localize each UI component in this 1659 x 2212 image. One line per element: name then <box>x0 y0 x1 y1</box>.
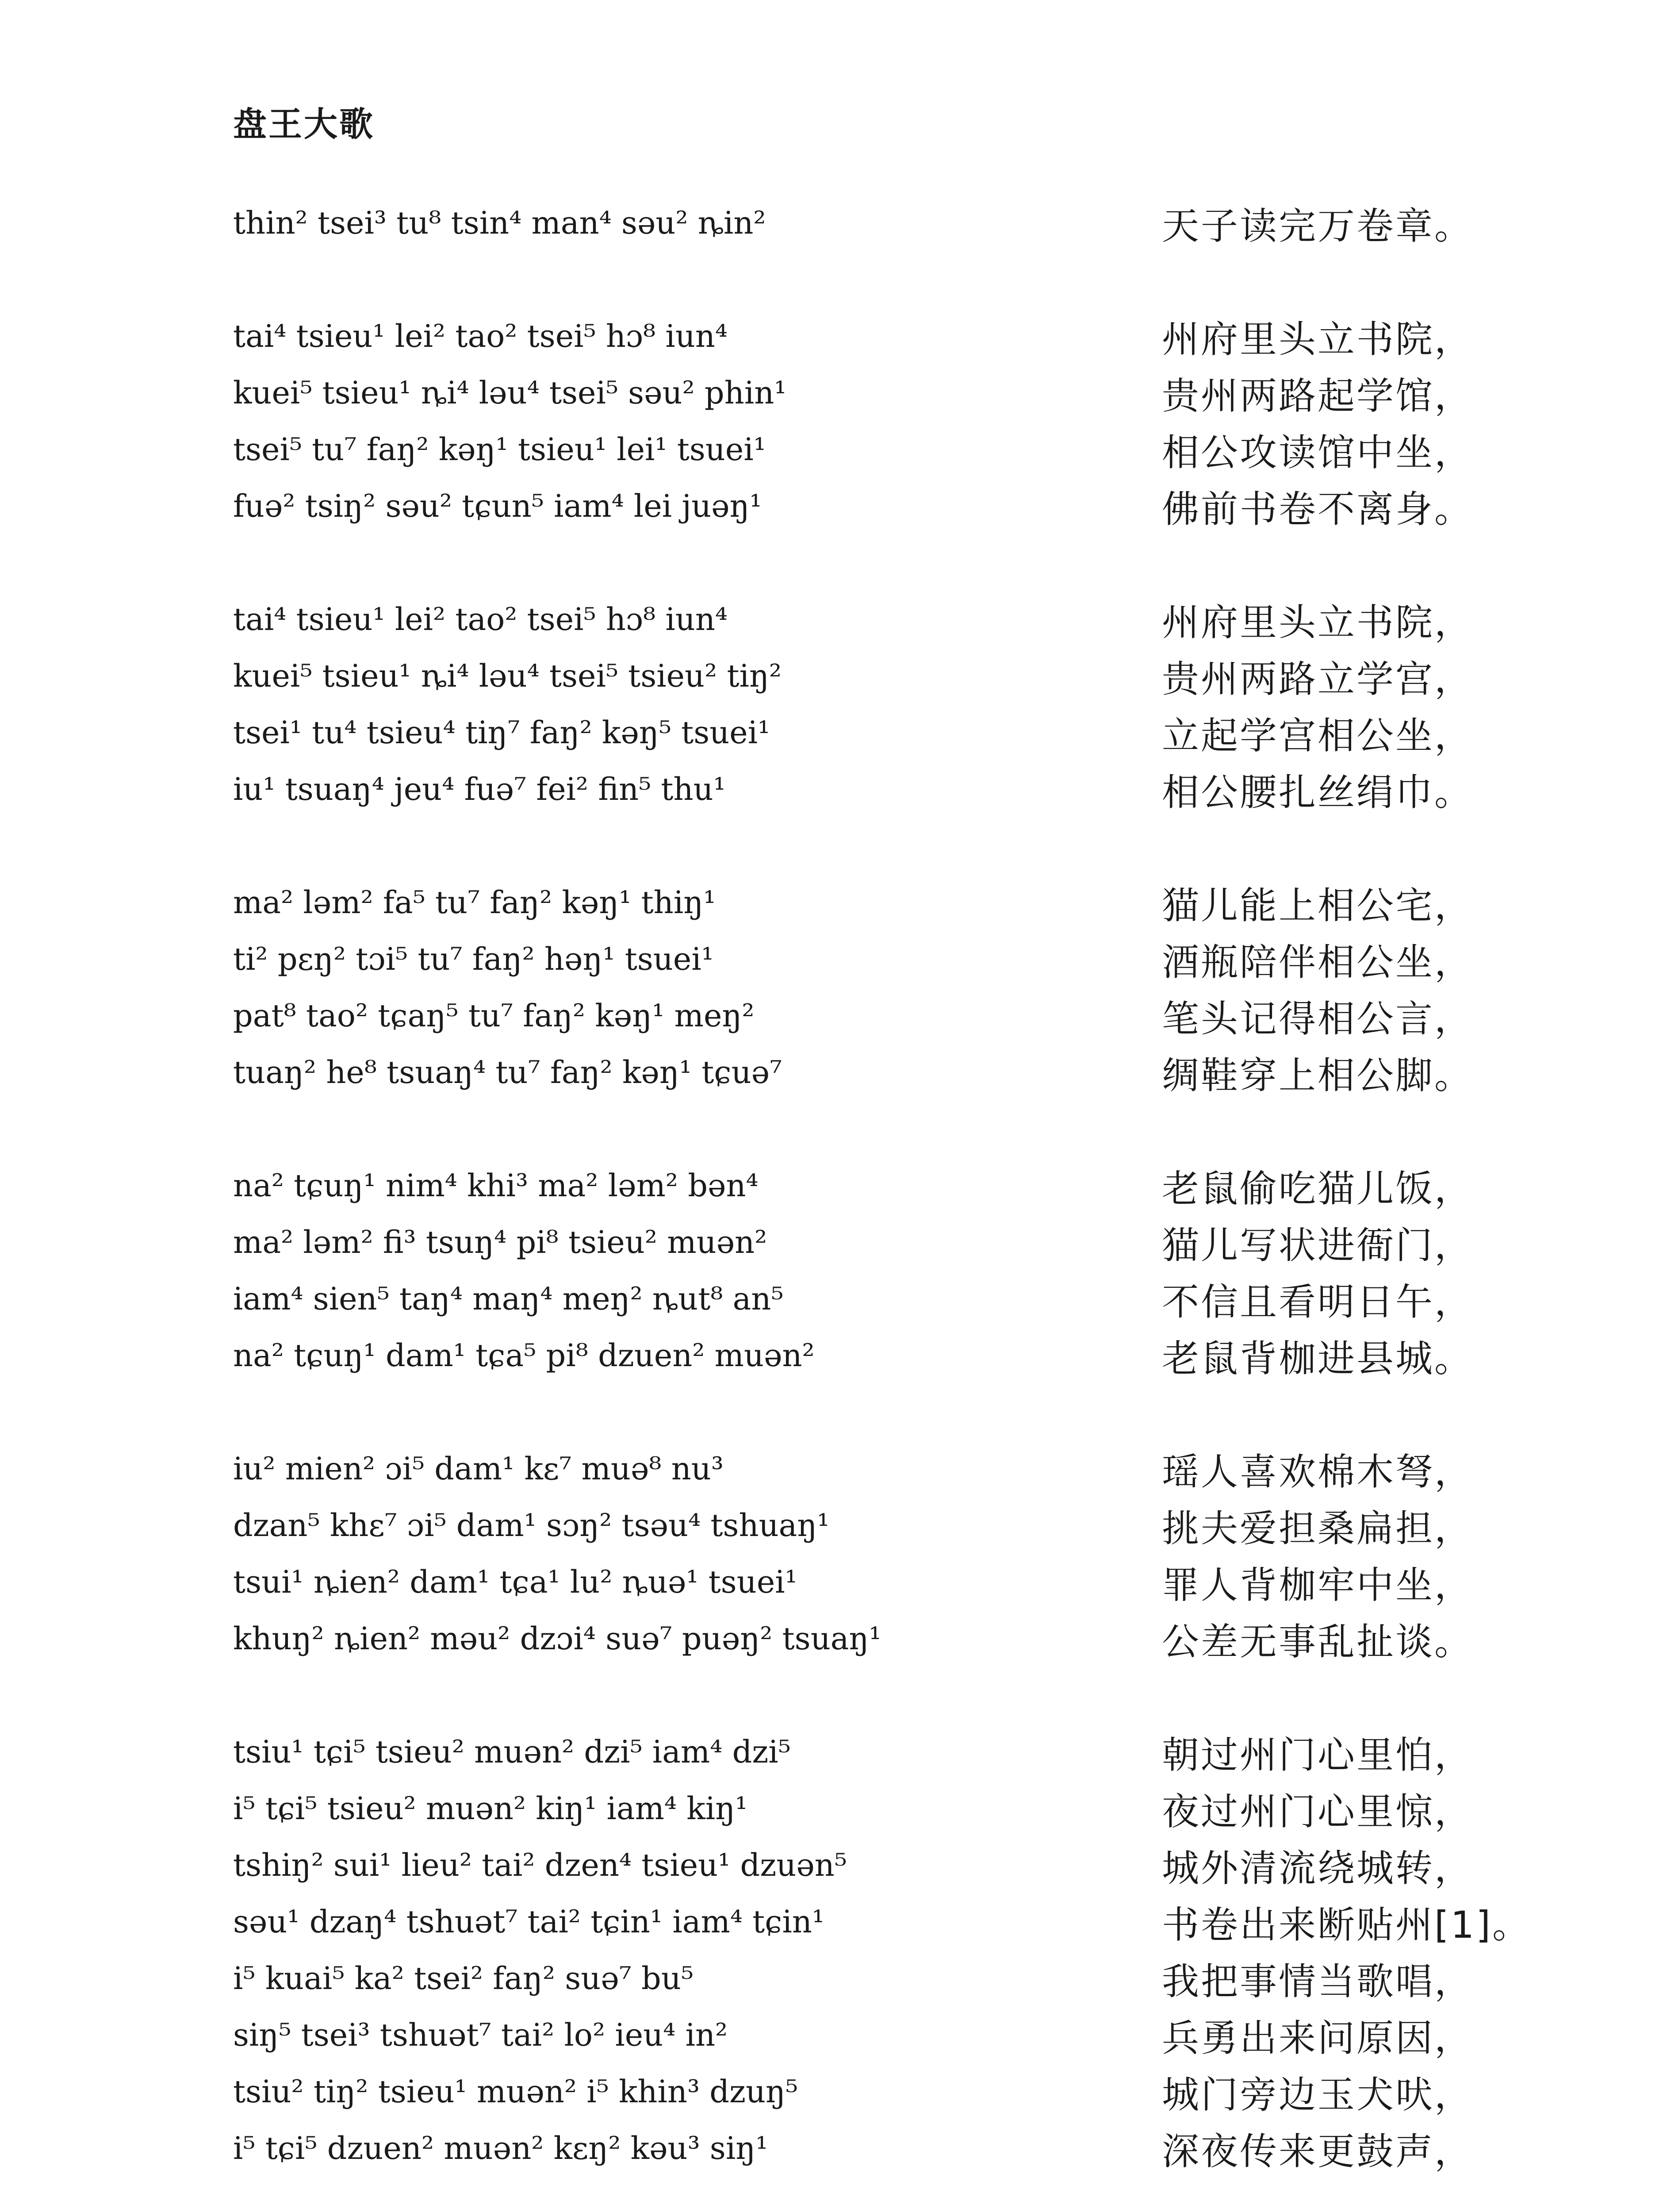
romanization-text: i⁵ tɕi⁵ dzuen² muən² kɛŋ² kəu³ siŋ¹ <box>233 2130 768 2166</box>
verse-line <box>233 1950 1498 2007</box>
stanza <box>233 1157 1498 1384</box>
verse-line <box>233 704 1498 761</box>
verse-line <box>233 1724 1498 1780</box>
chinese-text: 立起学宫相公坐， <box>1162 714 1474 757</box>
verse-line <box>233 648 1498 704</box>
romanization-text: thin² tsei³ tu⁸ tsin⁴ man⁴ səu² ȵin² <box>233 205 766 241</box>
romanization-text: tsui¹ ȵien² dam¹ tɕa¹ lu² ȵuə¹ tsuei¹ <box>233 1564 797 1600</box>
chinese-text: 公差无事乱扯谈。 <box>1162 1620 1474 1663</box>
verse-line <box>233 2063 1498 2120</box>
verse-line <box>233 421 1498 478</box>
romanization-text: tsei¹ tu⁴ tsieu⁴ tiŋ⁷ faŋ² kəŋ⁵ tsuei¹ <box>233 714 770 751</box>
romanization-text: iu¹ tsuaŋ⁴ jeu⁴ fuə⁷ fei² fin⁵ thu¹ <box>233 771 726 807</box>
romanization-text: na² tɕuŋ¹ dam¹ tɕa⁵ pi⁸ dzuen² muən² <box>233 1337 815 1374</box>
chinese-text: 书卷出来断贴州[1]。 <box>1162 1903 1531 1947</box>
chinese-text: 笔头记得相公言， <box>1162 997 1474 1041</box>
chinese-text: 朝过州门心里怕， <box>1162 1733 1474 1777</box>
chinese-text: 相公攻读馆中坐， <box>1162 430 1474 474</box>
romanization-text: tai⁴ tsieu¹ lei² tao² tsei⁵ hɔ⁸ iun⁴ <box>233 601 728 637</box>
romanization-text: i⁵ tɕi⁵ tsieu² muən² kiŋ¹ iam⁴ kiŋ¹ <box>233 1790 748 1827</box>
chinese-text: 挑夫爱担桑扁担， <box>1162 1506 1474 1550</box>
romanization-text: khuŋ² ȵien² məu² dzɔi⁴ suə⁷ puəŋ² tsuaŋ¹ <box>233 1621 881 1657</box>
romanization-text: səu¹ dzaŋ⁴ tshuət⁷ tai² tɕin¹ iam⁴ tɕin¹ <box>233 1904 825 1940</box>
romanization-text: tsei⁵ tu⁷ faŋ² kəŋ¹ tsieu¹ lei¹ tsuei¹ <box>233 431 766 468</box>
running-header: 盘王大歌 <box>233 104 375 144</box>
stanza <box>233 195 1498 251</box>
romanization-text: i⁵ kuai⁵ ka² tsei² faŋ² suə⁷ bu⁵ <box>233 1960 694 1997</box>
romanization-text: pat⁸ tao² tɕaŋ⁵ tu⁷ faŋ² kəŋ¹ meŋ² <box>233 998 755 1034</box>
verse-line <box>233 2120 1498 2177</box>
verse-line <box>233 1497 1498 1554</box>
stanza <box>233 591 1498 818</box>
romanization-text: iam⁴ sien⁵ taŋ⁴ maŋ⁴ meŋ² ȵut⁸ an⁵ <box>233 1281 784 1317</box>
chinese-text: 州府里头立书院， <box>1162 600 1474 644</box>
verse-line <box>233 2007 1498 2063</box>
romanization-text: tsiu¹ tɕi⁵ tsieu² muən² dzi⁵ iam⁴ dzi⁵ <box>233 1734 791 1770</box>
verse-line <box>233 987 1498 1044</box>
chinese-text: 州府里头立书院， <box>1162 317 1474 361</box>
stanza <box>233 1724 1531 2177</box>
romanization-text: tuaŋ² he⁸ tsuaŋ⁴ tu⁷ faŋ² kəŋ¹ tɕuə⁷ <box>233 1054 782 1091</box>
verse-line <box>233 931 1498 987</box>
stanza <box>233 308 1498 534</box>
stanza <box>233 1440 1498 1667</box>
verse-line <box>233 1780 1498 1837</box>
romanization-text: kuei⁵ tsieu¹ ȵi⁴ ləu⁴ tsei⁵ səu² phin¹ <box>233 375 787 411</box>
verse-line <box>233 1271 1498 1327</box>
verse-line <box>233 1044 1498 1101</box>
verse-line <box>233 1837 1498 1893</box>
verse-line <box>233 1214 1498 1271</box>
verse-line <box>233 1554 1498 1610</box>
verse-line <box>233 874 1498 931</box>
chinese-text: 老鼠背枷进县城。 <box>1162 1336 1474 1380</box>
verse-line <box>233 478 1498 534</box>
chinese-text: 兵勇出来问原因， <box>1162 2016 1474 2060</box>
chinese-text: 不信且看明日午， <box>1162 1280 1474 1324</box>
chinese-text: 城门旁边玉犬吠， <box>1162 2073 1474 2116</box>
verse-line <box>233 308 1498 365</box>
romanization-text: siŋ⁵ tsei³ tshuət⁷ tai² lo² ieu⁴ in² <box>233 2017 728 2053</box>
chinese-text: 罪人背枷牢中坐， <box>1162 1563 1474 1607</box>
verse-line <box>233 1157 1498 1214</box>
verse-line <box>233 1440 1498 1497</box>
verse-line <box>233 195 1498 251</box>
verse-line <box>233 591 1498 648</box>
chinese-text: 酒瓶陪伴相公坐， <box>1162 940 1474 984</box>
chinese-text: 夜过州门心里惊， <box>1162 1790 1474 1833</box>
chinese-text: 佛前书卷不离身。 <box>1162 487 1474 531</box>
verse-line <box>233 1327 1498 1384</box>
romanization-text: iu² mien² ɔi⁵ dam¹ kɛ⁷ muə⁸ nu³ <box>233 1451 724 1487</box>
chinese-text: 我把事情当歌唱， <box>1162 1959 1474 2003</box>
romanization-text: na² tɕuŋ¹ nim⁴ khi³ ma² ləm² bən⁴ <box>233 1167 759 1204</box>
verse-line <box>233 1610 1498 1667</box>
chinese-text: 天子读完万卷章。 <box>1162 204 1474 248</box>
chinese-text: 猫儿能上相公宅， <box>1162 883 1474 927</box>
romanization-text: ma² ləm² fa⁵ tu⁷ faŋ² kəŋ¹ thiŋ¹ <box>233 884 716 921</box>
chinese-text: 贵州两路立学宫， <box>1162 657 1474 701</box>
chinese-text: 相公腰扎丝绢巾。 <box>1162 770 1474 814</box>
chinese-text: 瑶人喜欢棉木弩， <box>1162 1450 1474 1494</box>
song-text <box>233 195 1531 2212</box>
romanization-text: kuei⁵ tsieu¹ ȵi⁴ ləu⁴ tsei⁵ tsieu² tiŋ² <box>233 658 782 694</box>
chinese-text: 猫儿写状进衙门， <box>1162 1223 1474 1267</box>
romanization-text: ma² ləm² fi³ tsuŋ⁴ pi⁸ tsieu² muən² <box>233 1224 767 1260</box>
chinese-text: 老鼠偷吃猫儿饭， <box>1162 1167 1474 1210</box>
romanization-text: fuə² tsiŋ² səu² tɕun⁵ iam⁴ lei juəŋ¹ <box>233 488 762 524</box>
romanization-text: tshiŋ² sui¹ lieu² tai² dzen⁴ tsieu¹ dzuən⁵ <box>233 1847 847 1883</box>
romanization-text: tsiu² tiŋ² tsieu¹ muən² i⁵ khin³ dzuŋ⁵ <box>233 2074 798 2110</box>
verse-line <box>233 761 1498 818</box>
stanza <box>233 874 1498 1101</box>
chinese-text: 深夜传来更鼓声， <box>1162 2129 1474 2173</box>
chinese-text: 绸鞋穿上相公脚。 <box>1162 1053 1474 1097</box>
romanization-text: tai⁴ tsieu¹ lei² tao² tsei⁵ hɔ⁸ iun⁴ <box>233 318 728 354</box>
romanization-text: ti² pɛŋ² tɔi⁵ tu⁷ faŋ² həŋ¹ tsuei¹ <box>233 941 714 977</box>
chinese-text: 贵州两路起学馆， <box>1162 374 1474 418</box>
verse-line <box>233 365 1498 421</box>
chinese-text: 城外清流绕城转， <box>1162 1846 1474 1890</box>
romanization-text: dzan⁵ khɛ⁷ ɔi⁵ dam¹ sɔŋ² tsəu⁴ tshuaŋ¹ <box>233 1507 830 1544</box>
verse-line <box>233 1893 1531 1950</box>
